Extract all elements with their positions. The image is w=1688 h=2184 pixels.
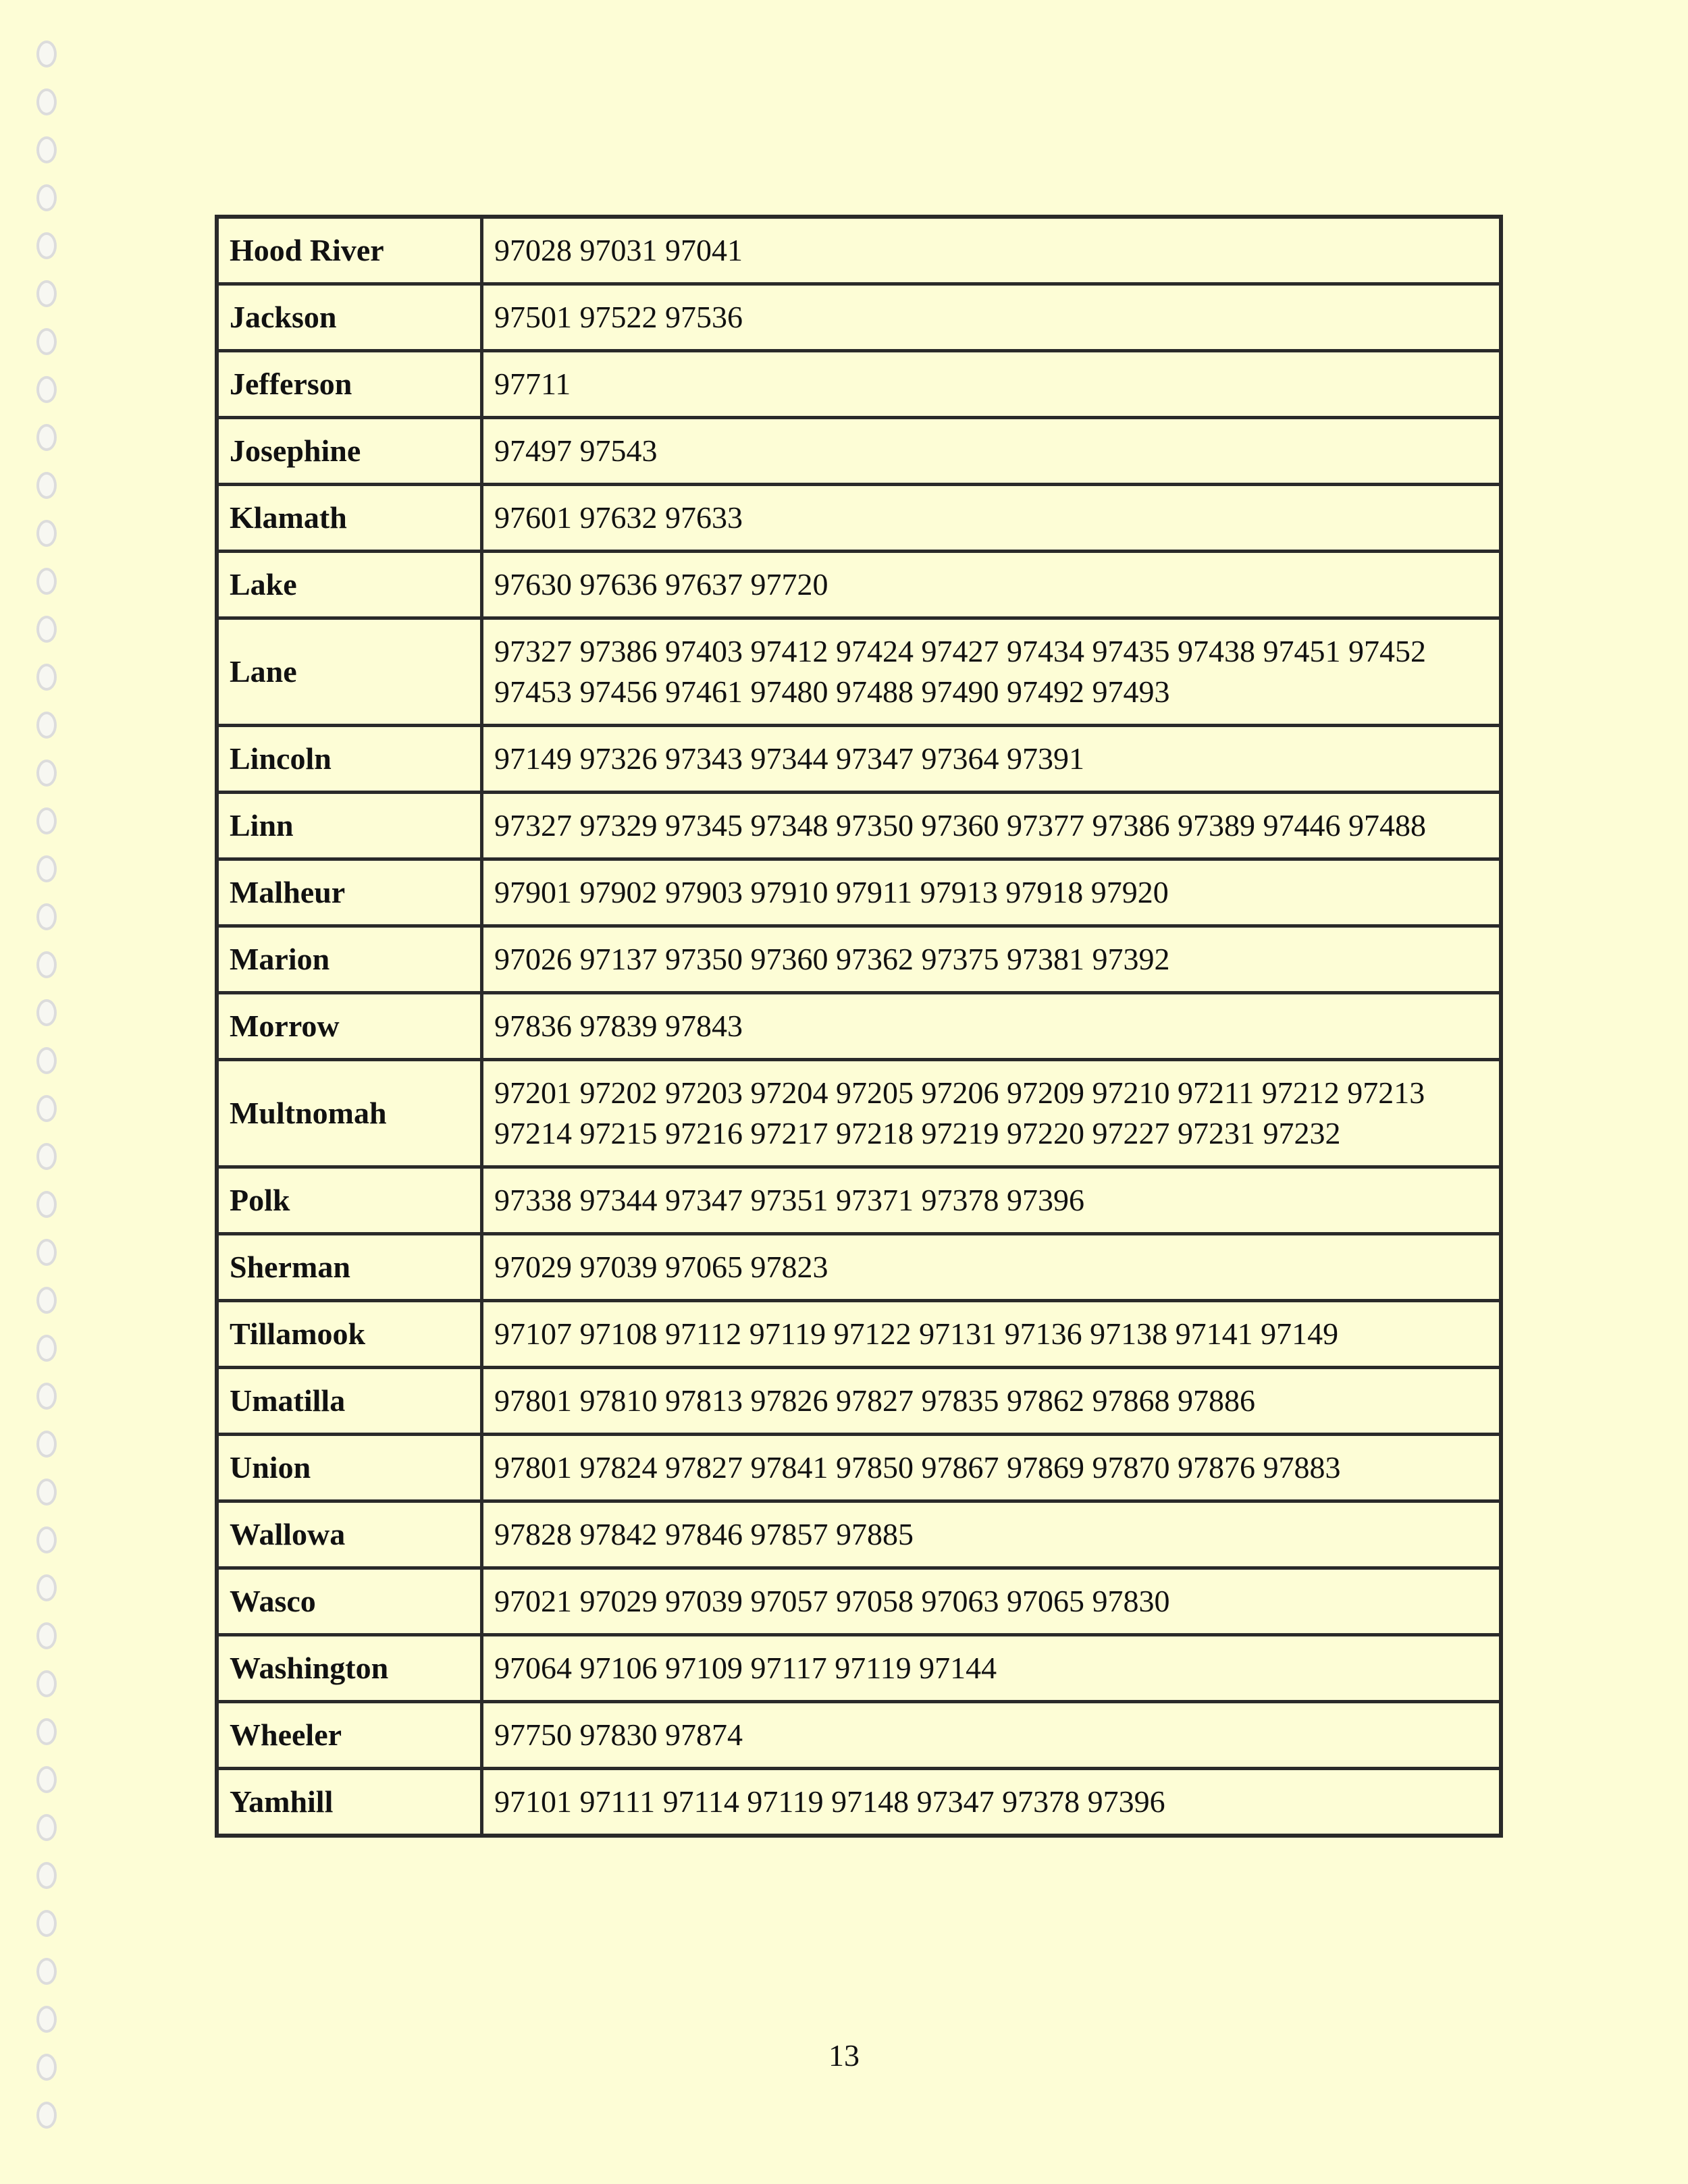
table-row <box>217 618 1501 726</box>
table-row <box>217 485 1501 552</box>
zip-codes: 97711 <box>482 351 1502 418</box>
zip-codes: 97026 97137 97350 97360 97362 97375 97381 97392 <box>482 926 1502 993</box>
county-name: Klamath <box>217 485 482 552</box>
binding-hole <box>36 951 57 978</box>
binding-hole <box>36 232 57 259</box>
binding-hole <box>36 664 57 691</box>
table-row <box>217 726 1501 793</box>
binding-hole <box>36 1143 57 1170</box>
binding-hole <box>36 760 57 787</box>
county-name: Washington <box>217 1635 482 1702</box>
binding-hole <box>36 903 57 930</box>
zip-codes: 97601 97632 97633 <box>482 485 1502 552</box>
binding-hole <box>36 1095 57 1122</box>
county-name: Linn <box>217 793 482 859</box>
binding-hole <box>36 376 57 403</box>
binding-hole <box>36 88 57 115</box>
zip-codes: 97201 97202 97203 97204 97205 97206 97209 97210 97211 97212 97213 97214 97215 97216 97217 97218 97219 97220 97227 97231 97232 <box>482 1060 1502 1167</box>
table-row <box>217 1702 1501 1769</box>
binding-hole <box>36 1766 57 1793</box>
binding-hole <box>36 1191 57 1218</box>
binding-hole <box>36 1862 57 1889</box>
zip-codes: 97101 97111 97114 97119 97148 97347 97378 97396 <box>482 1769 1502 1836</box>
binding-hole <box>36 41 57 68</box>
zip-codes: 97149 97326 97343 97344 97347 97364 97391 <box>482 726 1502 793</box>
county-name: Malheur <box>217 859 482 926</box>
zip-codes: 97801 97824 97827 97841 97850 97867 97869 97870 97876 97883 <box>482 1435 1502 1501</box>
county-name: Hood River <box>217 217 482 284</box>
binding-hole <box>36 280 57 307</box>
binding-hole <box>36 328 57 355</box>
county-name: Wallowa <box>217 1501 482 1568</box>
zip-codes: 97801 97810 97813 97826 97827 97835 97862 97868 97886 <box>482 1368 1502 1435</box>
table-row <box>217 993 1501 1060</box>
binding-hole <box>36 184 57 211</box>
county-name: Morrow <box>217 993 482 1060</box>
zip-codes: 97064 97106 97109 97117 97119 97144 <box>482 1635 1502 1702</box>
binding-hole <box>36 2102 57 2129</box>
table-row <box>217 1234 1501 1301</box>
county-name: Jefferson <box>217 351 482 418</box>
binding-hole <box>36 1670 57 1697</box>
binding-hole <box>36 1383 57 1410</box>
table-row <box>217 926 1501 993</box>
table-row <box>217 1167 1501 1234</box>
county-name: Marion <box>217 926 482 993</box>
spiral-binding <box>27 41 68 2154</box>
binding-hole <box>36 1718 57 1745</box>
binding-hole <box>36 1431 57 1458</box>
county-name: Yamhill <box>217 1769 482 1836</box>
binding-hole <box>36 1574 57 1601</box>
page-number: 13 <box>828 2038 860 2073</box>
binding-hole <box>36 1479 57 1506</box>
binding-hole <box>36 136 57 163</box>
zip-codes: 97021 97029 97039 97057 97058 97063 97065 97830 <box>482 1568 1502 1635</box>
zip-codes: 97029 97039 97065 97823 <box>482 1234 1502 1301</box>
county-zip-table <box>215 215 1503 1838</box>
binding-hole <box>36 1335 57 1362</box>
binding-hole <box>36 520 57 547</box>
zip-codes: 97836 97839 97843 <box>482 993 1502 1060</box>
county-name: Multnomah <box>217 1060 482 1167</box>
binding-hole <box>36 424 57 451</box>
binding-hole <box>36 1526 57 1553</box>
table-row <box>217 1501 1501 1568</box>
binding-hole <box>36 1622 57 1649</box>
table-row <box>217 552 1501 618</box>
county-name: Josephine <box>217 418 482 485</box>
zip-codes: 97901 97902 97903 97910 97911 97913 97918 97920 <box>482 859 1502 926</box>
county-name: Lake <box>217 552 482 618</box>
binding-hole <box>36 616 57 643</box>
county-name: Wheeler <box>217 1702 482 1769</box>
county-name: Union <box>217 1435 482 1501</box>
table-row <box>217 1435 1501 1501</box>
county-name: Sherman <box>217 1234 482 1301</box>
binding-hole <box>36 472 57 499</box>
county-name: Lincoln <box>217 726 482 793</box>
county-name: Polk <box>217 1167 482 1234</box>
county-name: Wasco <box>217 1568 482 1635</box>
zip-codes: 97028 97031 97041 <box>482 217 1502 284</box>
table-row <box>217 418 1501 485</box>
table-row <box>217 284 1501 351</box>
zip-codes: 97630 97636 97637 97720 <box>482 552 1502 618</box>
county-name: Lane <box>217 618 482 726</box>
binding-hole <box>36 568 57 595</box>
county-name: Tillamook <box>217 1301 482 1368</box>
table-row <box>217 1769 1501 1836</box>
zip-codes: 97107 97108 97112 97119 97122 97131 97136 97138 97141 97149 <box>482 1301 1502 1368</box>
binding-hole <box>36 2006 57 2033</box>
binding-hole <box>36 1910 57 1937</box>
zip-codes: 97750 97830 97874 <box>482 1702 1502 1769</box>
table-row <box>217 859 1501 926</box>
county-name: Jackson <box>217 284 482 351</box>
table-row <box>217 351 1501 418</box>
table-row <box>217 793 1501 859</box>
zip-codes: 97338 97344 97347 97351 97371 97378 97396 <box>482 1167 1502 1234</box>
table-row <box>217 1368 1501 1435</box>
table-row <box>217 1060 1501 1167</box>
binding-hole <box>36 1814 57 1841</box>
table-row <box>217 1635 1501 1702</box>
binding-hole <box>36 999 57 1026</box>
zip-codes: 97828 97842 97846 97857 97885 <box>482 1501 1502 1568</box>
binding-hole <box>36 1047 57 1074</box>
binding-hole <box>36 807 57 834</box>
binding-hole <box>36 1287 57 1314</box>
binding-hole <box>36 855 57 882</box>
zip-codes: 97497 97543 <box>482 418 1502 485</box>
county-name: Umatilla <box>217 1368 482 1435</box>
zip-codes: 97327 97329 97345 97348 97350 97360 97377 97386 97389 97446 97488 <box>482 793 1502 859</box>
binding-hole <box>36 712 57 739</box>
zip-codes: 97327 97386 97403 97412 97424 97427 97434 97435 97438 97451 97452 97453 97456 97461 97480 97488 97490 97492 97493 <box>482 618 1502 726</box>
zip-codes: 97501 97522 97536 <box>482 284 1502 351</box>
table-row <box>217 1301 1501 1368</box>
table-row <box>217 1568 1501 1635</box>
binding-hole <box>36 1239 57 1266</box>
binding-hole <box>36 1958 57 1985</box>
table-row <box>217 217 1501 284</box>
